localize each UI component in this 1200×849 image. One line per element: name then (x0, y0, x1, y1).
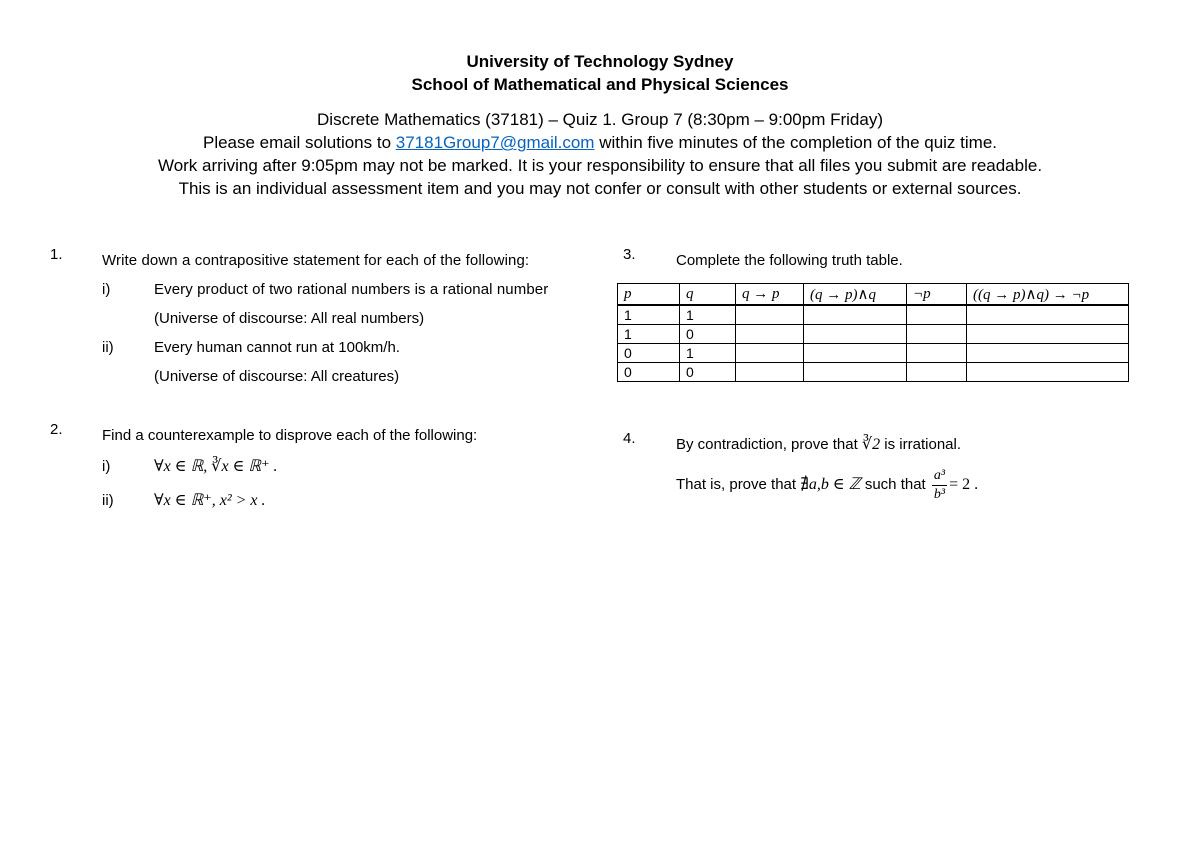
question-text: Complete the following truth table. (676, 252, 903, 269)
sub-label: i) (102, 281, 111, 298)
table-row (618, 344, 1129, 363)
question-3 (623, 246, 1138, 382)
text-prefix: By contradiction, prove that (676, 436, 862, 453)
fraction-denominator: b³ (933, 486, 946, 502)
sub-text: Every human cannot run at 100km/h. (154, 339, 400, 356)
header-full-implication: ((q → p)∧q) → ¬p (967, 284, 1129, 306)
question-number: 4. (623, 430, 636, 447)
blank-cell[interactable] (907, 363, 967, 382)
blank-cell[interactable] (804, 344, 907, 363)
no-exist-expression: ∄a,b ∈ ℤ (800, 476, 861, 493)
blank-cell[interactable] (907, 344, 967, 363)
subquestion-ii (102, 484, 575, 518)
header-conjunction: (q → p)∧q (804, 284, 907, 306)
sub-label: ii) (102, 492, 114, 509)
sub-text: Every product of two rational numbers is a rational number (154, 281, 549, 298)
table-row (618, 363, 1129, 382)
email-prefix: Please email solutions to (202, 133, 396, 152)
blank-cell[interactable] (967, 363, 1129, 382)
question-text (676, 430, 1138, 459)
that-prefix: That is, prove that (676, 476, 801, 493)
individual-note: This is an individual assessment item and you may not confer or consult with other students or external sources. (178, 179, 1022, 198)
university-title: University of Technology Sydney (466, 52, 734, 71)
course-line: Discrete Mathematics (37181) – Quiz 1. Group 7 (8:30pm – 9:00pm Friday) (317, 110, 883, 129)
sub-label: ii) (102, 339, 114, 356)
question-number: 3. (623, 246, 636, 263)
email-instruction (0, 131, 1200, 154)
subquestion-ii (102, 333, 575, 391)
sub-universe: (Universe of discourse: All real numbers) (154, 310, 425, 327)
table-row (618, 305, 1129, 325)
restatement (676, 465, 1138, 505)
left-column (50, 246, 575, 518)
cell-p: 1 (618, 325, 680, 344)
blank-cell[interactable] (736, 325, 804, 344)
cube-root-two: ∛2 (861, 436, 881, 453)
question-text: Write down a contrapositive statement for each of the following: (102, 252, 530, 269)
header-p: p (618, 284, 680, 306)
question-number: 2. (50, 421, 63, 438)
cell-q: 1 (680, 344, 736, 363)
question-4 (623, 430, 1138, 505)
question-2 (50, 421, 575, 518)
late-note: Work arriving after 9:05pm may not be marked. It is your responsibility to ensure that all files you submit are readable. (157, 156, 1043, 175)
blank-cell[interactable] (967, 305, 1129, 325)
cell-p: 0 (618, 363, 680, 382)
table-row (618, 325, 1129, 344)
question-text: Find a counterexample to disprove each of the following: (102, 427, 478, 444)
blank-cell[interactable] (804, 305, 907, 325)
blank-cell[interactable] (736, 363, 804, 382)
fraction-numerator: a³ (932, 467, 947, 486)
blank-cell[interactable] (967, 344, 1129, 363)
blank-cell[interactable] (967, 325, 1129, 344)
blank-cell[interactable] (907, 305, 967, 325)
fraction (932, 467, 947, 504)
truth-table (617, 283, 1129, 382)
subquestion-i (102, 275, 575, 333)
cell-p: 1 (618, 305, 680, 325)
header-q: q (680, 284, 736, 306)
sub-label: i) (102, 458, 111, 475)
text-suffix: is irrational. (880, 436, 961, 453)
document-header (0, 50, 1200, 200)
header-q-implies-p: q → p (736, 284, 804, 306)
sub-universe: (Universe of discourse: All creatures) (154, 368, 400, 385)
blank-cell[interactable] (736, 305, 804, 325)
cell-q: 0 (680, 363, 736, 382)
math-expression: ∀x ∈ ℝ, ∛x ∈ ℝ⁺ . (154, 458, 278, 475)
subquestion-i (102, 450, 575, 484)
right-column (623, 246, 1138, 505)
cell-q: 1 (680, 305, 736, 325)
blank-cell[interactable] (736, 344, 804, 363)
blank-cell[interactable] (804, 325, 907, 344)
that-mid: such that (860, 476, 930, 493)
cell-p: 0 (618, 344, 680, 363)
school-title: School of Mathematical and Physical Sciences (411, 75, 789, 94)
cell-q: 0 (680, 325, 736, 344)
question-1 (50, 246, 575, 391)
blank-cell[interactable] (907, 325, 967, 344)
question-number: 1. (50, 246, 63, 263)
table-header-row (618, 284, 1129, 306)
header-not-p: ¬p (907, 284, 967, 306)
email-suffix: within five minutes of the completion of the quiz time. (594, 133, 997, 152)
math-expression: ∀x ∈ ℝ⁺, x² > x . (154, 492, 266, 509)
email-link[interactable]: 37181Group7@gmail.com (395, 133, 595, 152)
equals-two: = 2 . (949, 476, 979, 493)
blank-cell[interactable] (804, 363, 907, 382)
